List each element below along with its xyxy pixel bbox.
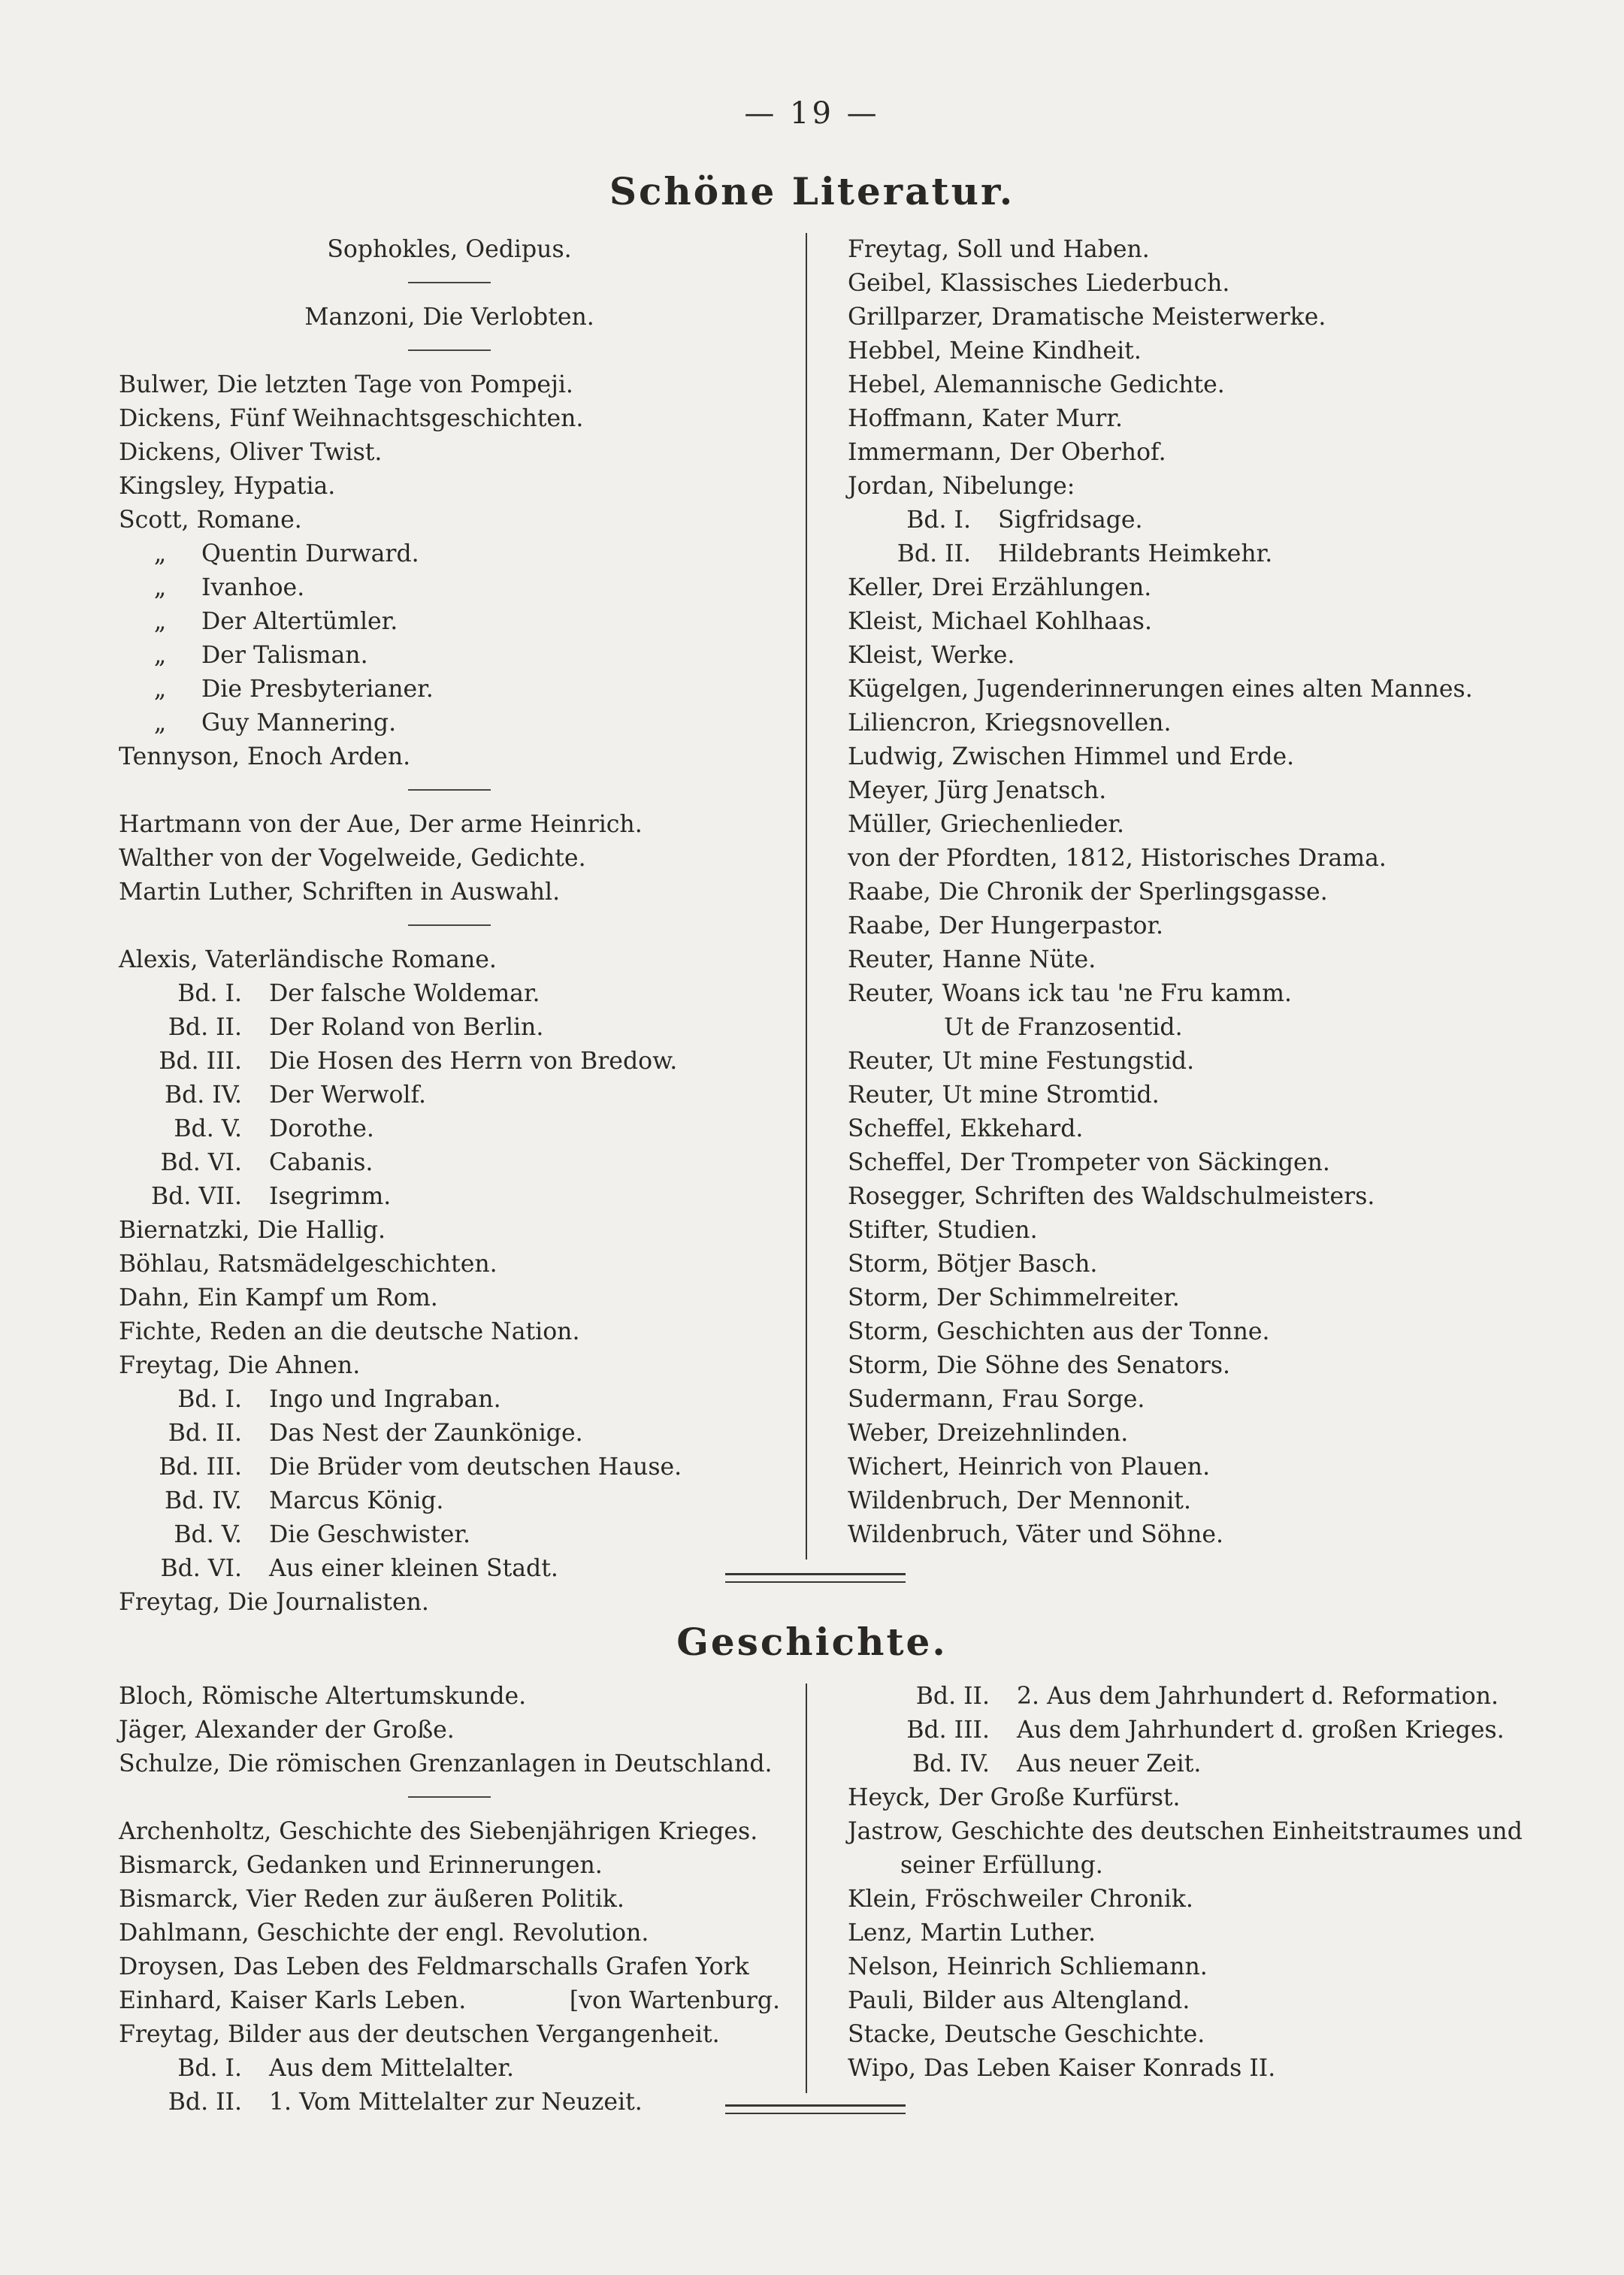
page-number: — 19 —	[744, 96, 880, 131]
volume-title: Cabanis.	[269, 1149, 373, 1176]
list-item: Manzoni, Die Verlobten.	[304, 304, 594, 331]
list-item: Alexis, Vaterländische Romane.	[119, 946, 497, 973]
volume-title: Die Brüder vom deutschen Hause.	[269, 1454, 682, 1481]
list-item: Scheffel, Ekkehard.	[848, 1115, 1084, 1142]
volume-title: Sigfridsage.	[998, 507, 1143, 534]
list-item	[119, 706, 780, 740]
volume-item	[119, 1112, 780, 1146]
volume-item	[119, 1383, 780, 1417]
separator-rule	[119, 774, 780, 808]
volume-title: Der Roland von Berlin.	[269, 1014, 544, 1041]
list-item: Kügelgen, Jugenderinnerungen eines alten Mannes.	[848, 676, 1473, 703]
ditto-mark: „	[153, 676, 167, 703]
list-item: Kingsley, Hypatia.	[119, 473, 336, 500]
literature-right-column	[848, 233, 1539, 1552]
item-title: Der Talisman.	[201, 642, 368, 669]
list-item: Storm, Geschichten aus der Tonne.	[848, 1318, 1270, 1345]
volume-number: Bd. II.	[915, 1683, 990, 1710]
volume-number: Bd. I.	[906, 507, 971, 534]
volume-item	[119, 1518, 780, 1552]
volume-title: Die Geschwister.	[269, 1521, 470, 1548]
volume-number: Bd. II.	[168, 1420, 242, 1447]
list-item	[119, 605, 780, 639]
bottom-double-rule	[725, 2104, 906, 2114]
item-title: Guy Mannering.	[201, 709, 397, 737]
volume-number: Bd. II.	[897, 540, 971, 567]
volume-title: 1. Vom Mittelalter zur Neuzeit.	[269, 2089, 643, 2116]
separator-rule	[119, 267, 780, 301]
list-item: Walther von der Vogelweide, Gedichte.	[119, 845, 586, 872]
volume-number: Bd. VI.	[160, 1555, 242, 1582]
volume-item	[119, 1045, 780, 1079]
list-item: Storm, Der Schimmelreiter.	[848, 1284, 1180, 1311]
ditto-mark: „	[153, 709, 167, 737]
list-item: Heyck, Der Große Kurfürst.	[848, 1784, 1181, 1811]
list-item: Hoffmann, Kater Murr.	[848, 405, 1123, 432]
section-double-rule	[725, 1573, 906, 1583]
volume-number: Bd. III.	[906, 1717, 990, 1744]
list-item-continuation: Ut de Franzosentid.	[944, 1014, 1183, 1041]
list-item-continuation: seiner Erfüllung.	[900, 1852, 1103, 1879]
separator-rule	[119, 1781, 780, 1815]
volume-number: Bd. II.	[168, 2089, 242, 2116]
volume-item	[119, 1180, 780, 1214]
volume-title: Aus einer kleinen Stadt.	[269, 1555, 558, 1582]
volume-number: Bd. I.	[177, 1386, 242, 1413]
list-item	[119, 1984, 780, 2018]
volume-title: 2. Aus dem Jahrhundert d. Reformation.	[1017, 1683, 1498, 1710]
list-item: Klein, Fröschweiler Chronik.	[848, 1886, 1193, 1913]
list-item: Wichert, Heinrich von Plauen.	[848, 1454, 1211, 1481]
volume-number: Bd. IV.	[164, 1082, 242, 1109]
ditto-mark: „	[153, 608, 167, 635]
volume-item	[848, 537, 1539, 571]
volume-item	[848, 1714, 1539, 1747]
list-item: Bismarck, Vier Reden zur äußeren Politik.	[119, 1886, 624, 1913]
list-item: Tennyson, Enoch Arden.	[119, 743, 411, 770]
ditto-mark: „	[153, 642, 167, 669]
volume-item	[848, 504, 1539, 537]
history-right-column	[848, 1680, 1539, 2086]
volume-number: Bd. VII.	[151, 1183, 242, 1210]
list-item: Scheffel, Der Trompeter von Säckingen.	[848, 1149, 1330, 1176]
history-title: Geschichte.	[676, 1620, 948, 1664]
volume-item	[119, 2052, 780, 2086]
list-item	[119, 673, 780, 706]
item-title: Einhard, Kaiser Karls Leben.	[119, 1987, 467, 2014]
list-item: Martin Luther, Schriften in Auswahl.	[119, 879, 561, 906]
list-item	[119, 537, 780, 571]
volume-number: Bd. V.	[174, 1115, 242, 1142]
list-item: Raabe, Der Hungerpastor.	[848, 912, 1164, 939]
list-item: Stifter, Studien.	[848, 1217, 1038, 1244]
list-item: Dahlmann, Geschichte der engl. Revolution.	[119, 1920, 649, 1947]
separator-rule	[119, 909, 780, 943]
list-item: Böhlau, Ratsmädelgeschichten.	[119, 1251, 497, 1278]
list-item: Biernatzki, Die Hallig.	[119, 1217, 386, 1244]
list-item: Kleist, Werke.	[848, 642, 1015, 669]
volume-item	[119, 1079, 780, 1112]
list-item: Bulwer, Die letzten Tage von Pompeji.	[119, 371, 573, 398]
list-item: Fichte, Reden an die deutsche Nation.	[119, 1318, 580, 1345]
list-item: Storm, Die Söhne des Senators.	[848, 1352, 1231, 1379]
list-item: Freytag, Soll und Haben.	[848, 236, 1150, 263]
list-item: Rosegger, Schriften des Waldschulmeisters.	[848, 1183, 1375, 1210]
list-item: Jordan, Nibelunge:	[848, 473, 1075, 500]
list-item: Keller, Drei Erzählungen.	[848, 574, 1152, 601]
list-item: Reuter, Ut mine Festungstid.	[848, 1048, 1195, 1075]
list-item: Kleist, Michael Kohlhaas.	[848, 608, 1152, 635]
list-item: Raabe, Die Chronik der Sperlingsgasse.	[848, 879, 1328, 906]
volume-number: Bd. II.	[168, 1014, 242, 1041]
list-item: Dahn, Ein Kampf um Rom.	[119, 1284, 438, 1311]
volume-title: Das Nest der Zaunkönige.	[269, 1420, 583, 1447]
volume-title: Ingo und Ingraban.	[269, 1386, 501, 1413]
list-item: Liliencron, Kriegsnovellen.	[848, 709, 1172, 737]
volume-number: Bd. VI.	[160, 1149, 242, 1176]
volume-title: Aus dem Jahrhundert d. großen Krieges.	[1017, 1717, 1505, 1744]
ditto-mark: „	[153, 574, 167, 601]
list-item: Immermann, Der Oberhof.	[848, 439, 1166, 466]
list-item	[119, 639, 780, 673]
list-item: Freytag, Bilder aus der deutschen Vergangenheit.	[119, 2021, 720, 2048]
item-title: Die Presbyterianer.	[201, 676, 434, 703]
list-item: Freytag, Die Journalisten.	[119, 1589, 429, 1616]
list-item: Droysen, Das Leben des Feldmarschalls Grafen York	[119, 1953, 749, 1980]
column-divider	[806, 233, 807, 1560]
separator-rule	[119, 334, 780, 368]
list-item: Reuter, Woans ick tau 'ne Fru kamm.	[848, 980, 1293, 1007]
ditto-mark: „	[153, 540, 167, 567]
list-item: von der Pfordten, 1812, Historisches Drama.	[848, 845, 1387, 872]
list-item: Sudermann, Frau Sorge.	[848, 1386, 1145, 1413]
volume-number: Bd. IV.	[912, 1750, 990, 1777]
list-item	[119, 571, 780, 605]
volume-item	[848, 1680, 1539, 1714]
volume-title: Dorothe.	[269, 1115, 374, 1142]
volume-item	[119, 2086, 780, 2119]
list-item: Nelson, Heinrich Schliemann.	[848, 1953, 1208, 1980]
item-title: Quentin Durward.	[201, 540, 419, 567]
volume-title: Isegrimm.	[269, 1183, 392, 1210]
volume-title: Der Werwolf.	[269, 1082, 427, 1109]
list-item: Scott, Romane.	[119, 507, 302, 534]
list-item: Reuter, Ut mine Stromtid.	[848, 1082, 1160, 1109]
list-item: Weber, Dreizehnlinden.	[848, 1420, 1129, 1447]
volume-title: Aus dem Mittelalter.	[269, 2055, 515, 2082]
literature-title: Schöne Literatur.	[609, 169, 1015, 213]
list-item: Wipo, Das Leben Kaiser Konrads II.	[848, 2055, 1276, 2082]
item-continuation: [von Wartenburg.	[569, 1987, 780, 2014]
list-item: Storm, Bötjer Basch.	[848, 1251, 1098, 1278]
volume-title: Der falsche Woldemar.	[269, 980, 540, 1007]
volume-title: Aus neuer Zeit.	[1017, 1750, 1202, 1777]
volume-title: Marcus König.	[269, 1487, 444, 1514]
list-item: Bloch, Römische Altertumskunde.	[119, 1683, 527, 1710]
column-divider	[806, 1684, 807, 2093]
literature-left-column	[119, 233, 780, 1620]
volume-number: Bd. III.	[159, 1048, 242, 1075]
list-item: Reuter, Hanne Nüte.	[848, 946, 1096, 973]
item-title: Ivanhoe.	[201, 574, 305, 601]
list-item: Archenholtz, Geschichte des Siebenjährigen Krieges.	[119, 1818, 758, 1845]
volume-item	[119, 1146, 780, 1180]
volume-item	[119, 1552, 780, 1586]
volume-item	[119, 1484, 780, 1518]
list-item: Müller, Griechenlieder.	[848, 811, 1124, 838]
history-left-column	[119, 1680, 780, 2119]
list-item: Pauli, Bilder aus Altengland.	[848, 1987, 1190, 2014]
list-item: Lenz, Martin Luther.	[848, 1920, 1096, 1947]
list-item: Bismarck, Gedanken und Erinnerungen.	[119, 1852, 603, 1879]
list-item: Sophokles, Oedipus.	[327, 236, 572, 263]
list-item: Hartmann von der Aue, Der arme Heinrich.	[119, 811, 643, 838]
list-item: Ludwig, Zwischen Himmel und Erde.	[848, 743, 1295, 770]
list-item: Freytag, Die Ahnen.	[119, 1352, 361, 1379]
volume-title: Hildebrants Heimkehr.	[998, 540, 1273, 567]
volume-item	[119, 1417, 780, 1451]
volume-title: Die Hosen des Herrn von Bredow.	[269, 1048, 678, 1075]
list-item: Hebbel, Meine Kindheit.	[848, 337, 1142, 365]
volume-item	[848, 1747, 1539, 1781]
list-item: Jastrow, Geschichte des deutschen Einheitstraumes und	[848, 1818, 1523, 1845]
volume-number: Bd. IV.	[164, 1487, 242, 1514]
list-item: Meyer, Jürg Jenatsch.	[848, 777, 1107, 804]
list-item: Geibel, Klassisches Liederbuch.	[848, 270, 1230, 297]
volume-number: Bd. I.	[177, 2055, 242, 2082]
list-item: Stacke, Deutsche Geschichte.	[848, 2021, 1205, 2048]
list-item: Schulze, Die römischen Grenzanlagen in Deutschland.	[119, 1750, 773, 1777]
list-item: Hebel, Alemannische Gedichte.	[848, 371, 1225, 398]
volume-item	[119, 1011, 780, 1045]
volume-number: Bd. I.	[177, 980, 242, 1007]
list-item: Dickens, Oliver Twist.	[119, 439, 383, 466]
volume-item	[119, 977, 780, 1011]
volume-number: Bd. III.	[159, 1454, 242, 1481]
list-item: Wildenbruch, Väter und Söhne.	[848, 1521, 1224, 1548]
list-item: Dickens, Fünf Weihnachtsgeschichten.	[119, 405, 584, 432]
volume-item	[119, 1451, 780, 1484]
list-item: Jäger, Alexander der Große.	[119, 1717, 455, 1744]
list-item: Wildenbruch, Der Mennonit.	[848, 1487, 1191, 1514]
item-title: Der Altertümler.	[201, 608, 398, 635]
list-item: Grillparzer, Dramatische Meisterwerke.	[848, 304, 1326, 331]
volume-number: Bd. V.	[174, 1521, 242, 1548]
